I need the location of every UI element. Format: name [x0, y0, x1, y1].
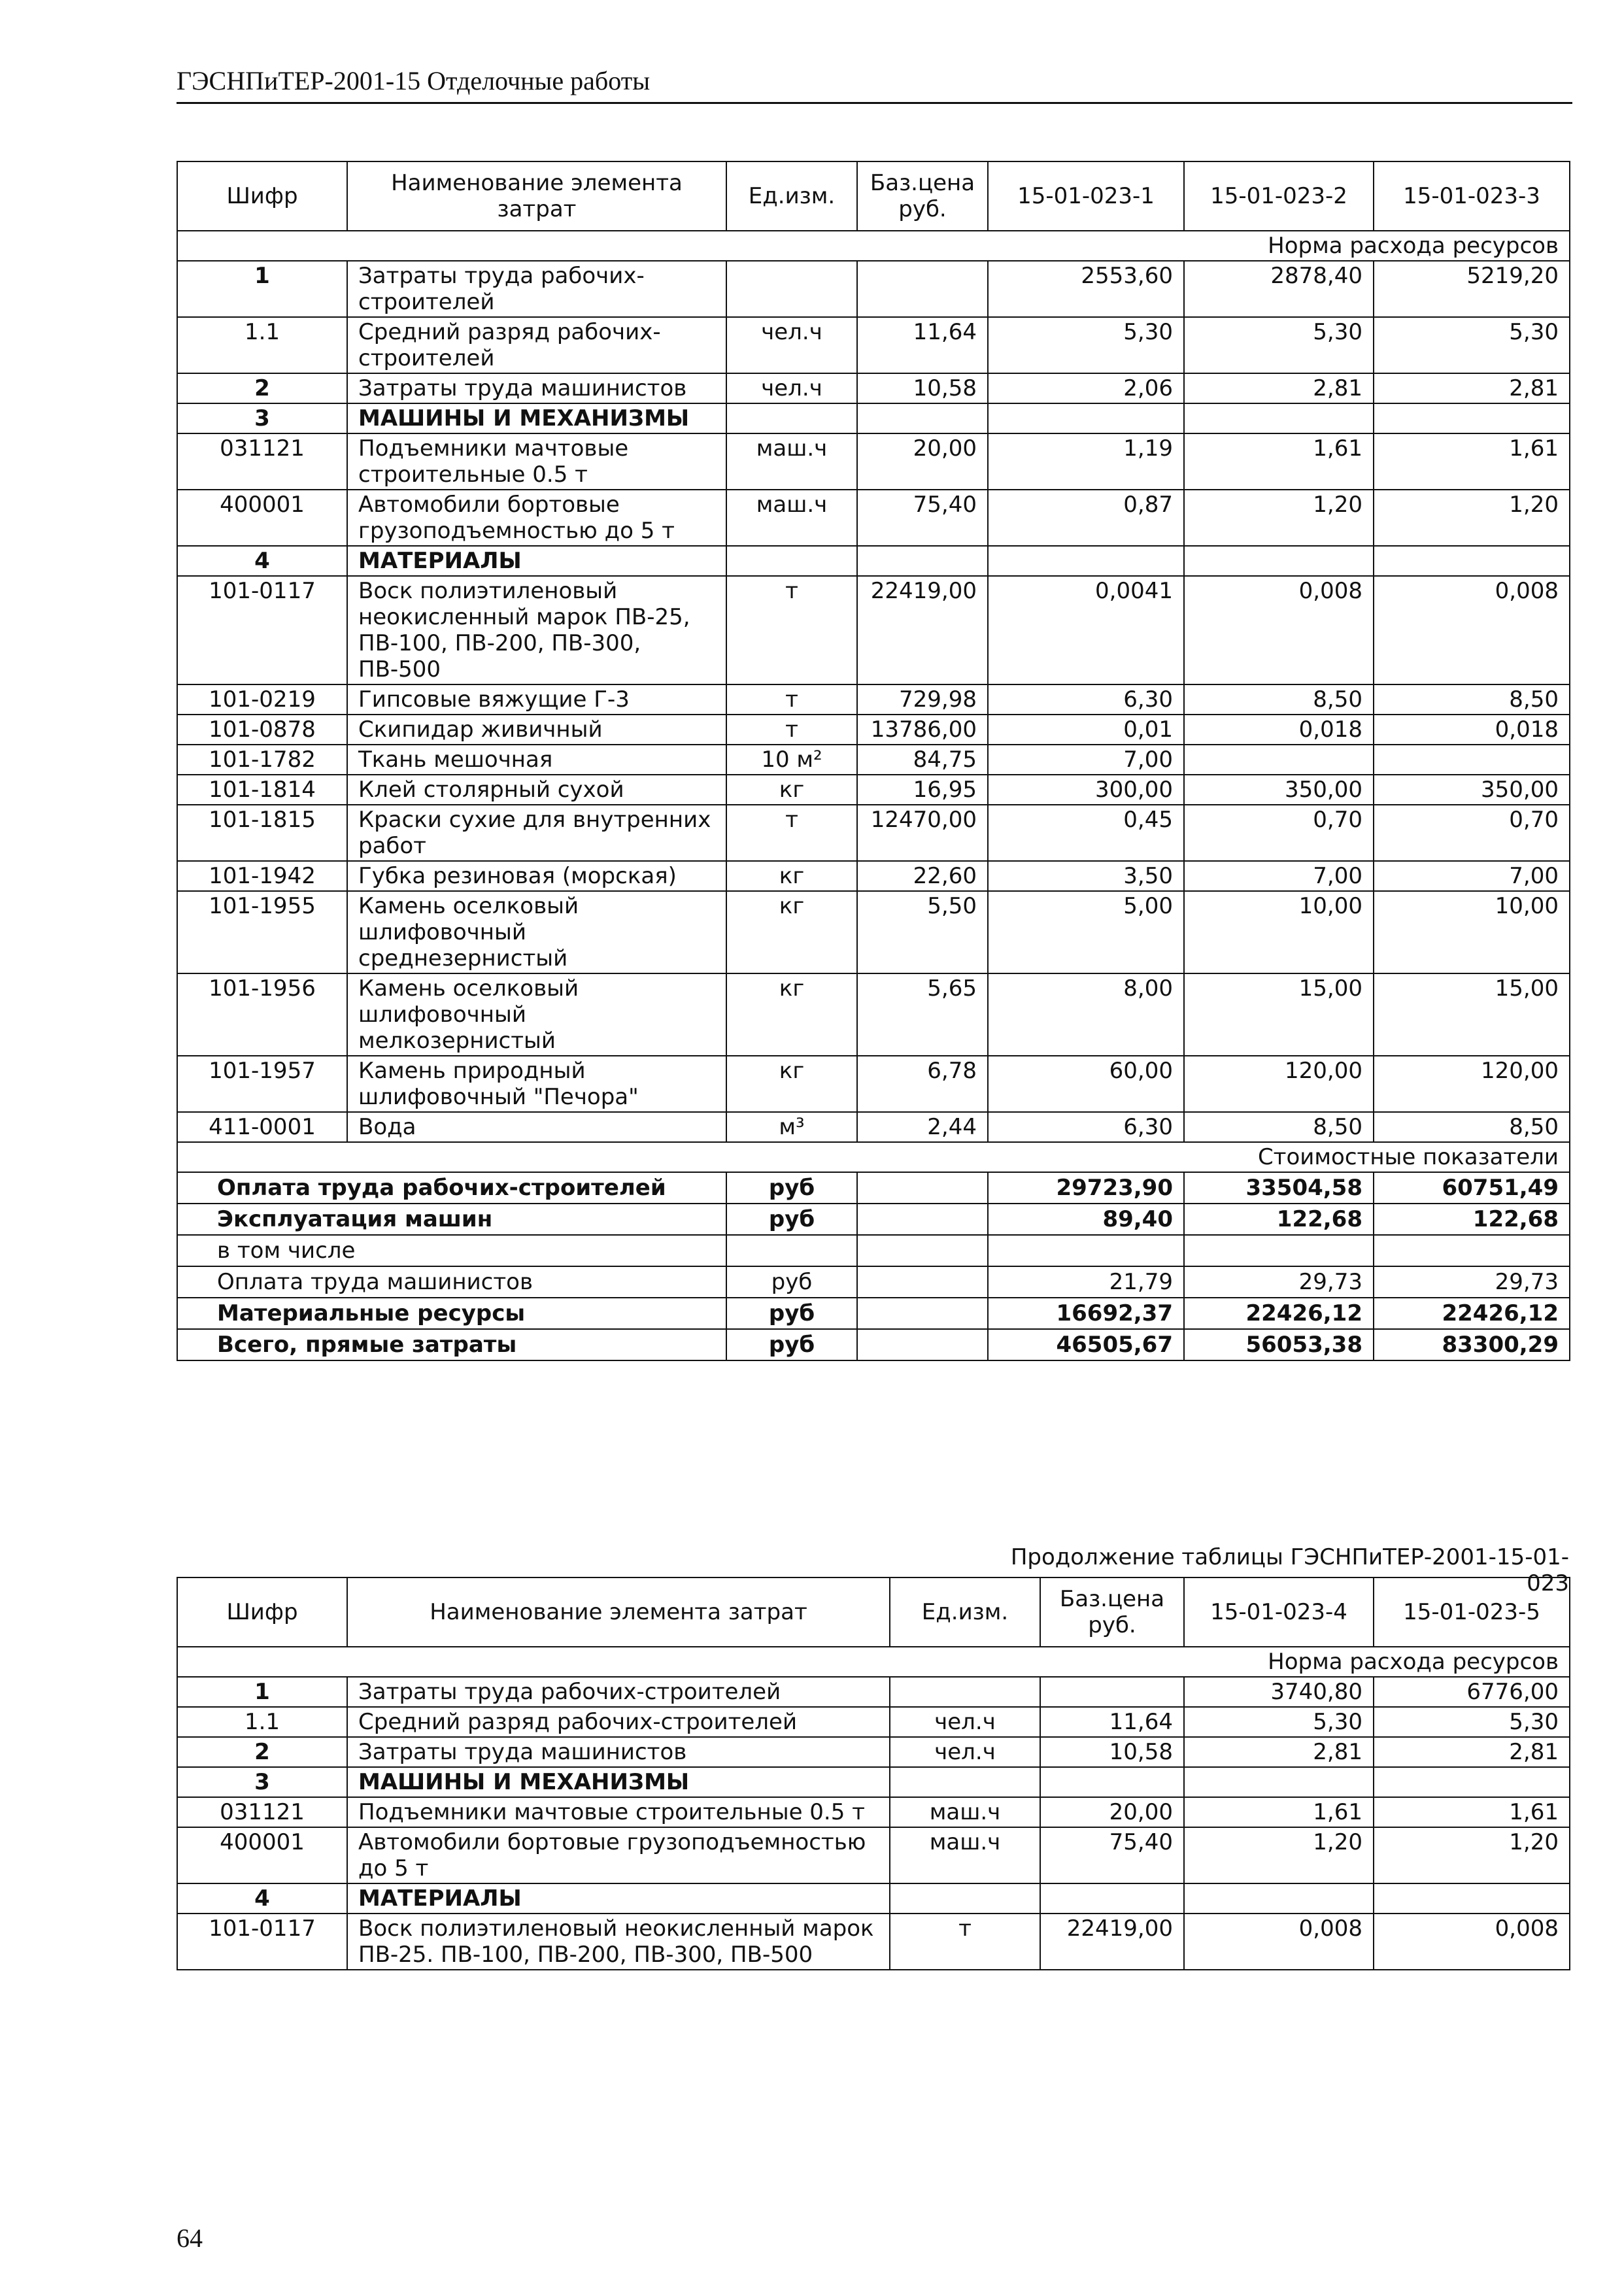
table-row	[177, 1112, 1570, 1142]
cost-value: 22426,12	[1184, 1298, 1374, 1329]
row-unit: маш.ч	[890, 1827, 1040, 1883]
row-value: 0,008	[1184, 576, 1374, 684]
cost-unit: руб	[726, 1298, 857, 1329]
column-header: 15-01-023-5	[1374, 1577, 1570, 1647]
cost-value: 122,68	[1184, 1204, 1374, 1235]
row-value	[988, 403, 1184, 433]
cost-value: 56053,38	[1184, 1329, 1374, 1360]
row-unit	[726, 403, 857, 433]
norm-caption: Норма расхода ресурсов	[177, 1647, 1570, 1677]
table-row	[177, 1767, 1570, 1797]
table-row	[177, 1056, 1570, 1112]
column-header: 15-01-023-4	[1184, 1577, 1374, 1647]
norm-caption: Норма расхода ресурсов	[177, 231, 1570, 261]
cost-value	[1374, 1235, 1570, 1266]
row-value	[1374, 1767, 1570, 1797]
row-code: 1	[177, 261, 347, 317]
row-name: Вода	[347, 1112, 726, 1142]
row-value: 2878,40	[1184, 261, 1374, 317]
row-price: 5,50	[857, 891, 988, 973]
row-unit: чел.ч	[726, 317, 857, 373]
row-value: 15,00	[1184, 973, 1374, 1056]
row-price: 5,65	[857, 973, 988, 1056]
row-code: 4	[177, 1883, 347, 1914]
row-code: 1.1	[177, 317, 347, 373]
row-price: 20,00	[857, 433, 988, 490]
cost-row	[177, 1298, 1570, 1329]
cost-value: 29723,90	[988, 1172, 1184, 1204]
row-price: 12470,00	[857, 805, 988, 861]
row-price: 13786,00	[857, 715, 988, 745]
row-value: 10,00	[1184, 891, 1374, 973]
continuation-caption: Продолжение таблицы ГЭСНПиТЕР-2001-15-01-023	[1010, 1544, 1569, 1596]
row-value: 5,00	[988, 891, 1184, 973]
row-value: 1,61	[1374, 433, 1570, 490]
table-row	[177, 715, 1570, 745]
row-price	[857, 546, 988, 576]
table-row	[177, 1677, 1570, 1707]
row-value: 8,50	[1184, 1112, 1374, 1142]
row-unit: т	[726, 684, 857, 715]
column-header: 15-01-023-1	[988, 161, 1184, 231]
cost-row	[177, 1235, 1570, 1266]
row-name: Средний разряд рабочих-строителей	[347, 317, 726, 373]
cost-value: 83300,29	[1374, 1329, 1570, 1360]
row-name: Автомобили бортовые грузоподъемностью до 5 т	[347, 1827, 890, 1883]
row-name: Затраты труда машинистов	[347, 373, 726, 403]
cost-label: Эксплуатация машин	[177, 1204, 726, 1235]
row-code: 101-1942	[177, 861, 347, 891]
cost-row	[177, 1204, 1570, 1235]
row-code: 3	[177, 1767, 347, 1797]
row-price: 11,64	[1040, 1707, 1184, 1737]
row-value: 0,018	[1184, 715, 1374, 745]
row-value: 2553,60	[988, 261, 1184, 317]
table-row	[177, 684, 1570, 715]
row-unit: маш.ч	[726, 433, 857, 490]
row-price	[1040, 1677, 1184, 1707]
row-code: 101-0878	[177, 715, 347, 745]
row-name: МАШИНЫ И МЕХАНИЗМЫ	[347, 403, 726, 433]
cost-row	[177, 1329, 1570, 1360]
row-value: 2,81	[1374, 1737, 1570, 1767]
row-value: 0,008	[1374, 576, 1570, 684]
row-code: 101-0219	[177, 684, 347, 715]
row-name: Затраты труда рабочих-строителей	[347, 1677, 890, 1707]
row-value: 3,50	[988, 861, 1184, 891]
cost-value: 46505,67	[988, 1329, 1184, 1360]
page-header-title: ГЭСНПиТЕР-2001-15 Отделочные работы	[177, 66, 651, 95]
row-code: 101-1957	[177, 1056, 347, 1112]
table-row	[177, 891, 1570, 973]
row-value	[988, 546, 1184, 576]
row-unit: кг	[726, 1056, 857, 1112]
cost-value: 22426,12	[1374, 1298, 1570, 1329]
row-code: 101-0117	[177, 576, 347, 684]
row-price: 22,60	[857, 861, 988, 891]
row-name: МАТЕРИАЛЫ	[347, 1883, 890, 1914]
table-row	[177, 805, 1570, 861]
row-unit: 10 м²	[726, 745, 857, 775]
row-unit: т	[726, 576, 857, 684]
table-row	[177, 745, 1570, 775]
cost-price-empty	[857, 1204, 988, 1235]
row-unit: т	[890, 1914, 1040, 1970]
header-rule	[177, 102, 1572, 104]
row-name: Воск полиэтиленовый неокисленный марок ПВ-25. ПВ-100, ПВ-200, ПВ-300, ПВ-500	[347, 1914, 890, 1970]
row-code: 1	[177, 1677, 347, 1707]
row-value: 0,87	[988, 490, 1184, 546]
row-name: Камень оселковый шлифовочный среднезернистый	[347, 891, 726, 973]
cost-row	[177, 1172, 1570, 1204]
table-row	[177, 1827, 1570, 1883]
row-code: 411-0001	[177, 1112, 347, 1142]
cost-price-empty	[857, 1172, 988, 1204]
row-name: Гипсовые вяжущие Г-3	[347, 684, 726, 715]
row-unit: чел.ч	[890, 1737, 1040, 1767]
cost-price-empty	[857, 1298, 988, 1329]
cost-label: в том числе	[177, 1235, 726, 1266]
cost-label: Оплата труда машинистов	[177, 1266, 726, 1298]
cost-unit	[726, 1235, 857, 1266]
cost-value: 21,79	[988, 1266, 1184, 1298]
row-code: 031121	[177, 433, 347, 490]
resource-table-continuation	[177, 1577, 1570, 1970]
table-row	[177, 490, 1570, 546]
header-row	[177, 161, 1570, 231]
row-value	[1184, 1767, 1374, 1797]
row-value: 1,20	[1374, 1827, 1570, 1883]
row-unit	[726, 546, 857, 576]
row-value: 10,00	[1374, 891, 1570, 973]
row-name: МАШИНЫ И МЕХАНИЗМЫ	[347, 1767, 890, 1797]
row-price: 16,95	[857, 775, 988, 805]
row-name: Затраты труда рабочих-строителей	[347, 261, 726, 317]
row-value: 0,018	[1374, 715, 1570, 745]
row-value: 0,008	[1184, 1914, 1374, 1970]
row-price	[857, 261, 988, 317]
row-code: 031121	[177, 1797, 347, 1827]
row-value: 1,20	[1184, 490, 1374, 546]
cost-value: 89,40	[988, 1204, 1184, 1235]
row-value: 120,00	[1374, 1056, 1570, 1112]
row-unit	[726, 261, 857, 317]
table-row	[177, 403, 1570, 433]
cost-price-empty	[857, 1266, 988, 1298]
row-value: 2,81	[1374, 373, 1570, 403]
page-number: 64	[177, 2223, 203, 2253]
table-row	[177, 1883, 1570, 1914]
row-price: 20,00	[1040, 1797, 1184, 1827]
row-value: 0,008	[1374, 1914, 1570, 1970]
table-row	[177, 261, 1570, 317]
row-price: 6,78	[857, 1056, 988, 1112]
row-value: 5,30	[1374, 1707, 1570, 1737]
row-name: Камень природный шлифовочный "Печора"	[347, 1056, 726, 1112]
row-unit: чел.ч	[726, 373, 857, 403]
row-price: 75,40	[1040, 1827, 1184, 1883]
row-code: 1.1	[177, 1707, 347, 1737]
row-value: 1,19	[988, 433, 1184, 490]
row-value: 1,61	[1184, 1797, 1374, 1827]
row-code: 101-1955	[177, 891, 347, 973]
row-value: 2,81	[1184, 373, 1374, 403]
cost-label: Всего, прямые затраты	[177, 1329, 726, 1360]
cost-price-empty	[857, 1329, 988, 1360]
table-row	[177, 1707, 1570, 1737]
table-row	[177, 973, 1570, 1056]
cost-value: 60751,49	[1374, 1172, 1570, 1204]
row-value	[1374, 745, 1570, 775]
row-value: 5,30	[1374, 317, 1570, 373]
row-price: 10,58	[1040, 1737, 1184, 1767]
row-price: 729,98	[857, 684, 988, 715]
row-unit: т	[726, 805, 857, 861]
row-value: 0,0041	[988, 576, 1184, 684]
row-value	[1184, 403, 1374, 433]
row-code: 400001	[177, 1827, 347, 1883]
row-price: 22419,00	[857, 576, 988, 684]
row-code: 2	[177, 1737, 347, 1767]
cost-caption: Стоимостные показатели	[177, 1142, 1570, 1172]
row-name: Ткань мешочная	[347, 745, 726, 775]
column-header: Шифр	[177, 1577, 347, 1647]
row-value: 300,00	[988, 775, 1184, 805]
row-value: 60,00	[988, 1056, 1184, 1112]
row-value: 5,30	[988, 317, 1184, 373]
cost-price-empty	[857, 1235, 988, 1266]
cost-unit: руб	[726, 1172, 857, 1204]
row-value: 0,70	[1184, 805, 1374, 861]
cost-value: 16692,37	[988, 1298, 1184, 1329]
row-name: Автомобили бортовые грузоподъемностью до 5 т	[347, 490, 726, 546]
cost-value: 33504,58	[1184, 1172, 1374, 1204]
table-row	[177, 775, 1570, 805]
row-code: 101-1814	[177, 775, 347, 805]
row-value	[1184, 546, 1374, 576]
column-header: Ед.изм.	[726, 161, 857, 231]
row-name: Подъемники мачтовые строительные 0.5 т	[347, 1797, 890, 1827]
table-row	[177, 1797, 1570, 1827]
row-unit: т	[726, 715, 857, 745]
cost-value: 29,73	[1374, 1266, 1570, 1298]
row-name: Краски сухие для внутренних работ	[347, 805, 726, 861]
cost-value	[988, 1235, 1184, 1266]
row-name: Губка резиновая (морская)	[347, 861, 726, 891]
row-value: 2,81	[1184, 1737, 1374, 1767]
row-code: 101-1815	[177, 805, 347, 861]
row-value: 15,00	[1374, 973, 1570, 1056]
row-value: 3740,80	[1184, 1677, 1374, 1707]
row-price: 75,40	[857, 490, 988, 546]
column-header: Шифр	[177, 161, 347, 231]
row-code: 400001	[177, 490, 347, 546]
row-value: 8,50	[1184, 684, 1374, 715]
row-price	[1040, 1767, 1184, 1797]
row-unit: кг	[726, 891, 857, 973]
cost-value	[1184, 1235, 1374, 1266]
table-row	[177, 1737, 1570, 1767]
row-value: 0,45	[988, 805, 1184, 861]
column-header: Наименование элемента затрат	[347, 1577, 890, 1647]
table-row	[177, 546, 1570, 576]
row-name: МАТЕРИАЛЫ	[347, 546, 726, 576]
row-value: 5219,20	[1374, 261, 1570, 317]
row-value: 120,00	[1184, 1056, 1374, 1112]
row-value	[1374, 546, 1570, 576]
row-unit	[890, 1767, 1040, 1797]
row-code: 4	[177, 546, 347, 576]
row-code: 101-0117	[177, 1914, 347, 1970]
row-value: 350,00	[1374, 775, 1570, 805]
row-code: 101-1782	[177, 745, 347, 775]
row-code: 101-1956	[177, 973, 347, 1056]
table-row	[177, 1914, 1570, 1970]
row-value: 8,00	[988, 973, 1184, 1056]
header-row	[177, 1577, 1570, 1647]
row-value: 1,20	[1184, 1827, 1374, 1883]
cost-unit: руб	[726, 1266, 857, 1298]
table-row	[177, 861, 1570, 891]
row-unit: кг	[726, 973, 857, 1056]
row-value: 0,01	[988, 715, 1184, 745]
row-code: 3	[177, 403, 347, 433]
row-value: 7,00	[988, 745, 1184, 775]
row-name: Камень оселковый шлифовочный мелкозернистый	[347, 973, 726, 1056]
row-name: Средний разряд рабочих-строителей	[347, 1707, 890, 1737]
row-value: 1,20	[1374, 490, 1570, 546]
column-header: Баз.цена руб.	[857, 161, 988, 231]
row-name: Воск полиэтиленовый неокисленный марок ПВ-25, ПВ-100, ПВ-200, ПВ-300, ПВ-500	[347, 576, 726, 684]
row-value: 8,50	[1374, 1112, 1570, 1142]
row-unit: м³	[726, 1112, 857, 1142]
row-value: 6,30	[988, 1112, 1184, 1142]
table-row	[177, 317, 1570, 373]
row-price: 2,44	[857, 1112, 988, 1142]
cost-row	[177, 1266, 1570, 1298]
row-value: 350,00	[1184, 775, 1374, 805]
row-value	[1374, 403, 1570, 433]
row-value	[1184, 1883, 1374, 1914]
row-value	[1374, 1883, 1570, 1914]
row-value: 6,30	[988, 684, 1184, 715]
row-unit	[890, 1677, 1040, 1707]
row-unit: маш.ч	[890, 1797, 1040, 1827]
row-value: 2,06	[988, 373, 1184, 403]
row-price: 11,64	[857, 317, 988, 373]
row-value: 6776,00	[1374, 1677, 1570, 1707]
cost-value: 29,73	[1184, 1266, 1374, 1298]
cost-unit: руб	[726, 1204, 857, 1235]
resource-table-main	[177, 161, 1570, 1361]
row-price	[1040, 1883, 1184, 1914]
row-unit: маш.ч	[726, 490, 857, 546]
row-price: 84,75	[857, 745, 988, 775]
table-row	[177, 373, 1570, 403]
cost-value: 122,68	[1374, 1204, 1570, 1235]
row-price: 10,58	[857, 373, 988, 403]
cost-unit: руб	[726, 1329, 857, 1360]
row-unit: кг	[726, 861, 857, 891]
row-name: Подъемники мачтовые строительные 0.5 т	[347, 433, 726, 490]
column-header: Баз.цена руб.	[1040, 1577, 1184, 1647]
row-price: 22419,00	[1040, 1914, 1184, 1970]
row-value: 1,61	[1184, 433, 1374, 490]
row-value: 1,61	[1374, 1797, 1570, 1827]
row-unit: чел.ч	[890, 1707, 1040, 1737]
row-value: 8,50	[1374, 684, 1570, 715]
cost-label: Оплата труда рабочих-строителей	[177, 1172, 726, 1204]
row-value: 7,00	[1374, 861, 1570, 891]
row-unit: кг	[726, 775, 857, 805]
row-code: 2	[177, 373, 347, 403]
row-value: 5,30	[1184, 1707, 1374, 1737]
row-unit	[890, 1883, 1040, 1914]
row-value	[1184, 745, 1374, 775]
row-price	[857, 403, 988, 433]
table-row	[177, 433, 1570, 490]
column-header: Наименование элемента затрат	[347, 161, 726, 231]
row-name: Затраты труда машинистов	[347, 1737, 890, 1767]
row-name: Клей столярный сухой	[347, 775, 726, 805]
row-value: 0,70	[1374, 805, 1570, 861]
row-value: 5,30	[1184, 317, 1374, 373]
column-header: 15-01-023-2	[1184, 161, 1374, 231]
column-header: 15-01-023-3	[1374, 161, 1570, 231]
cost-label: Материальные ресурсы	[177, 1298, 726, 1329]
row-value: 7,00	[1184, 861, 1374, 891]
table-row	[177, 576, 1570, 684]
column-header: Ед.изм.	[890, 1577, 1040, 1647]
row-name: Скипидар живичный	[347, 715, 726, 745]
